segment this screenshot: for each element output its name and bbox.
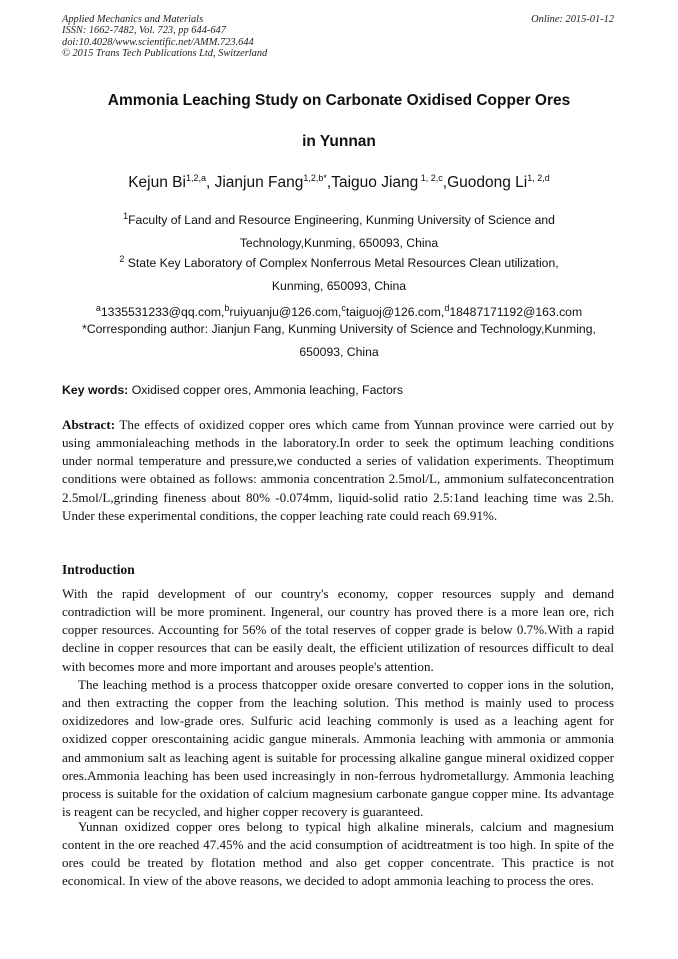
author-separator: , (442, 174, 448, 192)
journal-name: Applied Mechanics and Materials (62, 14, 204, 25)
author-name: Guodong Li (447, 174, 528, 192)
keywords-text: Oxidised copper ores, Ammonia leaching, Factors (128, 383, 404, 397)
author-affiliation-mark: 1,2,a (185, 173, 206, 183)
corresponding-author (60, 318, 618, 364)
keywords-label: Key words: (62, 383, 129, 397)
author-separator: , (326, 174, 332, 192)
affiliation-2-line-2: Kunming, 650093, China (271, 279, 407, 294)
email-mark: a (95, 303, 101, 313)
abstract-text: The effects of oxidized copper ores which came from Yunnan province were carried out by using ammonialeaching methods in the laboratory.In order to seek the optimum leaching conditions under normal temperature and pressure,we conducted a series of validation experiments. Theoptimum conditions were obtained as follows: ammonia concentration 2.5mol/L, ammonium sulfateconcentration 2.5mol/L,grinding fineness about 80% -0.074mm, liquid-solid ratio 2.5:1and leaching time was 2.5h. Under these experimental conditions, the copper leaching rate could reach 69.91%. (62, 417, 614, 523)
online-date: Online: 2015-01-12 (531, 14, 614, 25)
journal-header (62, 14, 614, 60)
journal-copyright: © 2015 Trans Tech Publications Ltd, Switzerland (62, 48, 268, 60)
affiliation-2 (60, 248, 618, 298)
author-affiliation-mark: 1, 2,c (418, 173, 443, 183)
intro-paragraph-1: With the rapid development of our country's economy, copper resources supply and demand contradiction will be more prominent. Ingeneral, our country has proved there is a more lean ore, rich copper resources. Accounting for 56% of the total reserves of copper grade is below 0.7%.With a rapid decline in copper resources that can be easily dealt, the efficient utilization of resources difficult to deal with becomes more and more important and arouses people's attention. (62, 586, 614, 674)
journal-issn: ISSN: 1662-7482, Vol. 723, pp 644-647 (62, 25, 226, 37)
email-address: ruiyuanju@126.com, (229, 305, 342, 320)
intro-paragraph-3: Yunnan oxidized copper ores belong to typical high alkaline minerals, calcium and magnesium content in the ore reached 47.45% and the acid consumption of acidtreatment is too high. In spite of the ores could be treated by flotation method and also get copper concentrate. This practice is not economical. In view of the above reasons, we decided to adopt ammonia leaching to process the ores. (62, 819, 614, 889)
email-mark: d (444, 303, 450, 313)
paper-title-line-1: Ammonia Leaching Study on Carbonate Oxidised Copper Ores (107, 92, 571, 109)
paper-title-line-2: in Yunnan (302, 133, 376, 150)
intro-paragraph-2: The leaching method is a process thatcopper oxide oresare converted to copper ions in the solution, and then extracting the copper from the leaching solution. This method is mainly used to process oxidizedores and low-grade ores. Sulfuric acid leaching commonly is used as a leaching agent for oxidized copper orescontaining acidic gangue minerals. Ammonia leaching with ammonia or ammonia and ammonium salt as leaching agent is suitable for processing alkaline gangue mineral oxidized copper ores.Ammonia leaching has been used increasingly in non-ferrous hydrometallurgy. Ammonia leaching process is suitable for the oxidation of calcium magnesium carbonate gangue copper mine. Its advantage is reagent can be recycled, and higher copper recovery is guaranteed. (62, 677, 614, 820)
affiliation-1-line-1: Faculty of Land and Resource Engineering, Kunming University of Science and (128, 213, 555, 228)
email-address: 18487171192@163.com (449, 305, 583, 320)
affiliation-2-mark: 2 (119, 254, 125, 264)
abstract-label: Abstract: (62, 417, 116, 432)
email-mark: b (224, 303, 230, 313)
affiliation-2-line-1: State Key Laboratory of Complex Nonferrous Metal Resources Clean utilization, (124, 256, 559, 271)
journal-doi: doi:10.4028/www.scientific.net/AMM.723.644 (62, 36, 254, 48)
author-name: Jianjun Fang (214, 174, 304, 192)
author-list (0, 173, 678, 192)
corresponding-line-2: 650093, China (299, 345, 379, 359)
email-address: 1335531233@qq.com, (100, 305, 225, 320)
email-address: taiguoj@126.com, (345, 305, 445, 320)
section-heading-introduction: Introduction (62, 562, 135, 577)
author-separator: , (205, 174, 215, 192)
abstract (62, 416, 614, 525)
keywords (62, 383, 403, 397)
email-mark: c (341, 303, 346, 313)
author-name: Kejun Bi (128, 174, 186, 192)
author-affiliation-mark: 1, 2,d (527, 173, 550, 183)
corresponding-line-1: *Corresponding author: Jianjun Fang, Kunming University of Science and Technology,Kunming, (82, 322, 596, 336)
affiliation-1-mark: 1 (123, 211, 129, 221)
author-name: Taiguo Jiang (331, 174, 419, 192)
affiliation-1-line-2: Technology,Kunming, 650093, China (239, 236, 439, 251)
author-affiliation-mark: 1,2,b* (303, 173, 327, 183)
